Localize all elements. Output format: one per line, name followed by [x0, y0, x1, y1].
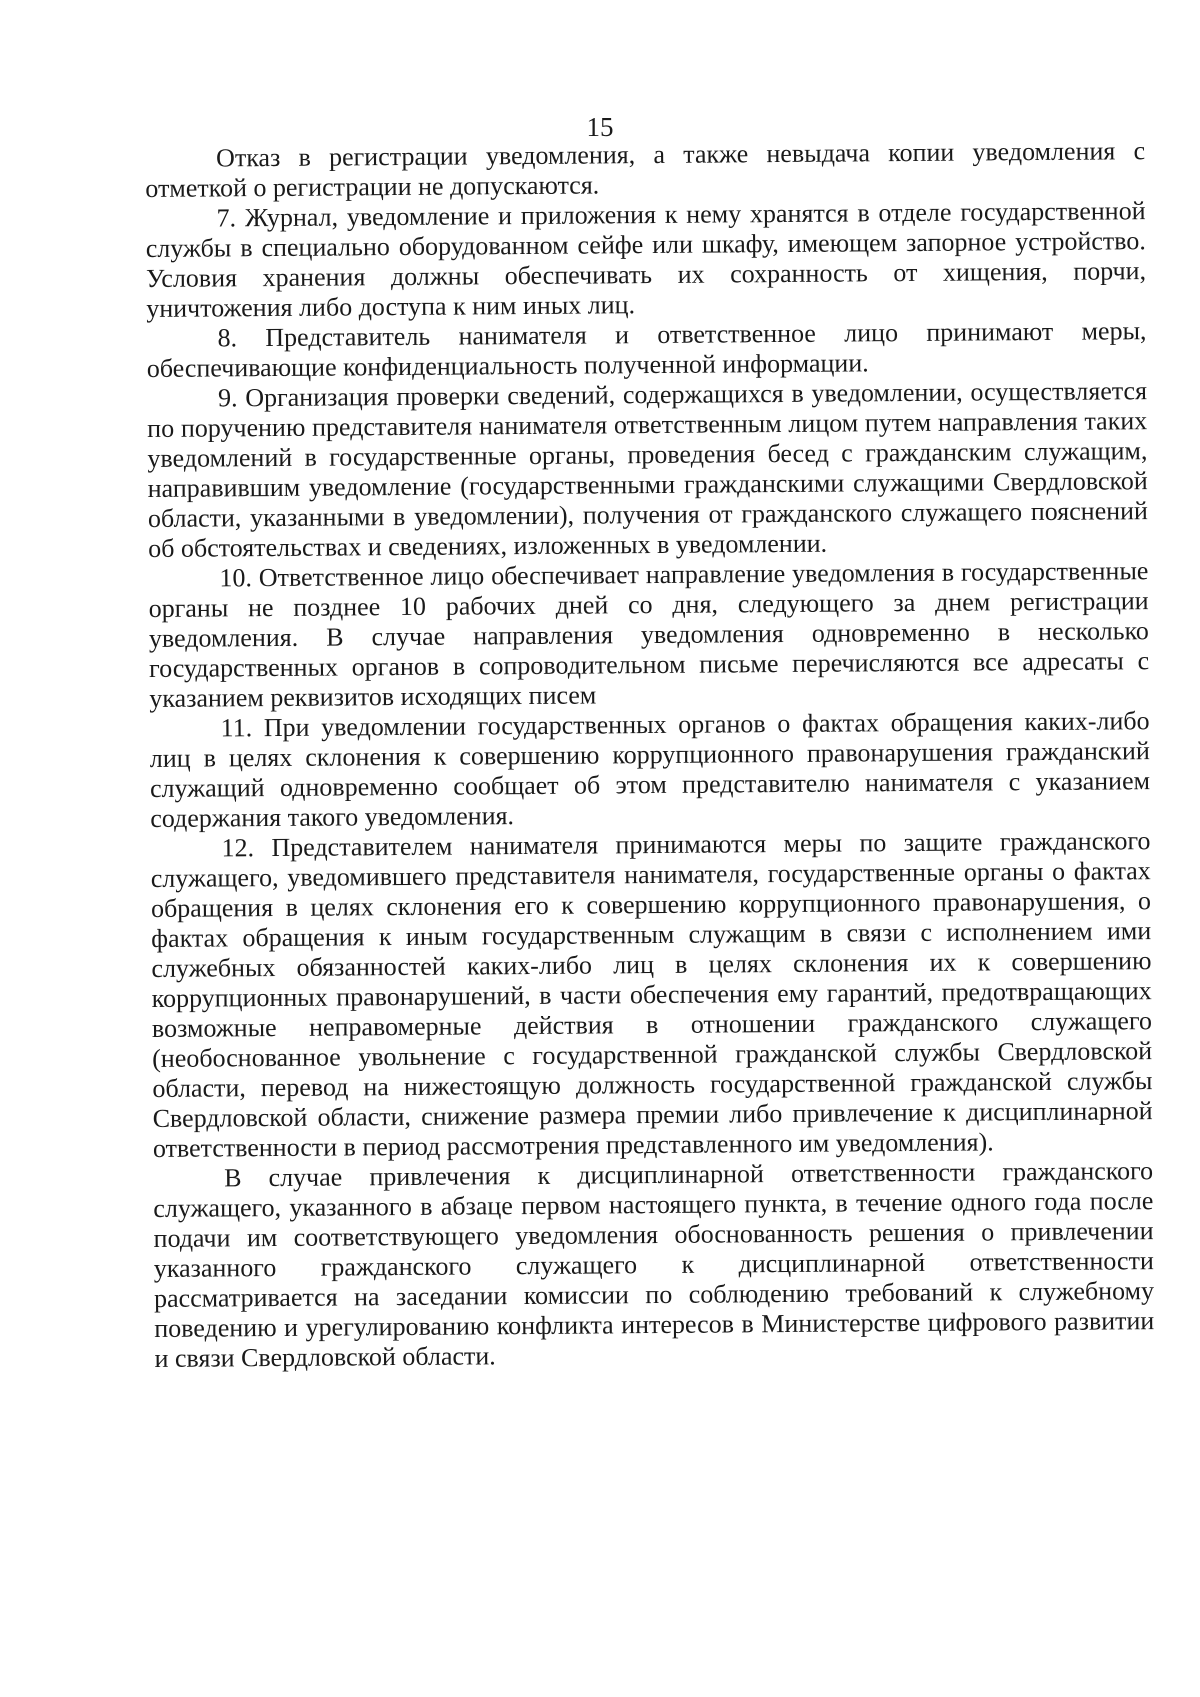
- paragraph-9-verification: 9. Организация проверки сведений, содержащихся в уведомлении, осуществляется по поручению представителя нанимателя ответственным лицом путем направления таких уведомлений в государственные органы, проведения бесед с гражданским служащим, направившим уведомление (государственными гражданскими служащими Свердловской области, указанными в уведомлении), получения от гражданского служащего пояснений об обстоятельствах и сведениях, изложенных в уведомлении.: [147, 376, 1149, 563]
- paragraph-12-protection: 12. Представителем нанимателя принимаются меры по защите гражданского служащего, уведомившего представителя нанимателя, государственные органы о фактах обращения в целях склонения его к совершению коррупционного правонарушения, о фактах обращения к иным государственным служащим в связи с исполнением ими служебных обязанностей каких-либо лиц в целях склонения их к совершению коррупционных правонарушений, в части обеспечения ему гарантий, предотвращающих возможные неправомерные действия в отношении гражданского служащего (необоснованное увольнение с государственной гражданской службы Свердловской области, перевод на нижестоящую должность государственной гражданской службы Свердловской области, снижение размера премии либо привлечение к дисциплинарной ответственности в период рассмотрения представленного им уведомления).: [150, 826, 1153, 1163]
- paragraph-refusal-note: Отказ в регистрации уведомления, а также невыдача копии уведомления с отметкой о регистрации не допускаются.: [145, 136, 1146, 203]
- paragraph-12-disciplinary: В случае привлечения к дисциплинарной ответственности гражданского служащего, указанного в абзаце первом настоящего пункта, в течение одного года после подачи им соответствующего уведомления обоснованность решения о привлечении указанного гражданского служащего к дисциплинарной ответственности рассматривается на заседании комиссии по соблюдению требований к служебному поведению и урегулированию конфликта интересов в Министерстве цифрового развитии и связи Свердловской области.: [153, 1156, 1155, 1373]
- page-number: 15: [586, 112, 614, 142]
- paragraph-8-confidentiality: 8. Представитель нанимателя и ответственное лицо принимают меры, обеспечивающие конфиденциальность полученной информации.: [146, 316, 1147, 383]
- document-body: [145, 136, 1155, 1374]
- paragraph-7-storage: 7. Журнал, уведомление и приложения к нему хранятся в отделе государственной службы в специально оборудованном сейфе или шкафу, имеющем запорное устройство. Условия хранения должны обеспечивать их сохранность от хищения, порчи, уничтожения либо доступа к ним иных лиц.: [145, 196, 1147, 323]
- paragraph-10-forwarding: 10. Ответственное лицо обеспечивает направление уведомления в государственные органы не позднее 10 рабочих дней со дня, следующего за днем регистрации уведомления. В случае направления уведомления одновременно в несколько государственных органов в сопроводительном письме перечисляются все адресаты с указанием реквизитов исходящих писем: [148, 556, 1150, 713]
- paragraph-11-notification: 11. При уведомлении государственных органов о фактах обращения каких-либо лиц в целях склонения к совершению коррупционного правонарушения гражданский служащий одновременно сообщает об этом представителю нанимателя с указанием содержания такого уведомления.: [149, 706, 1151, 833]
